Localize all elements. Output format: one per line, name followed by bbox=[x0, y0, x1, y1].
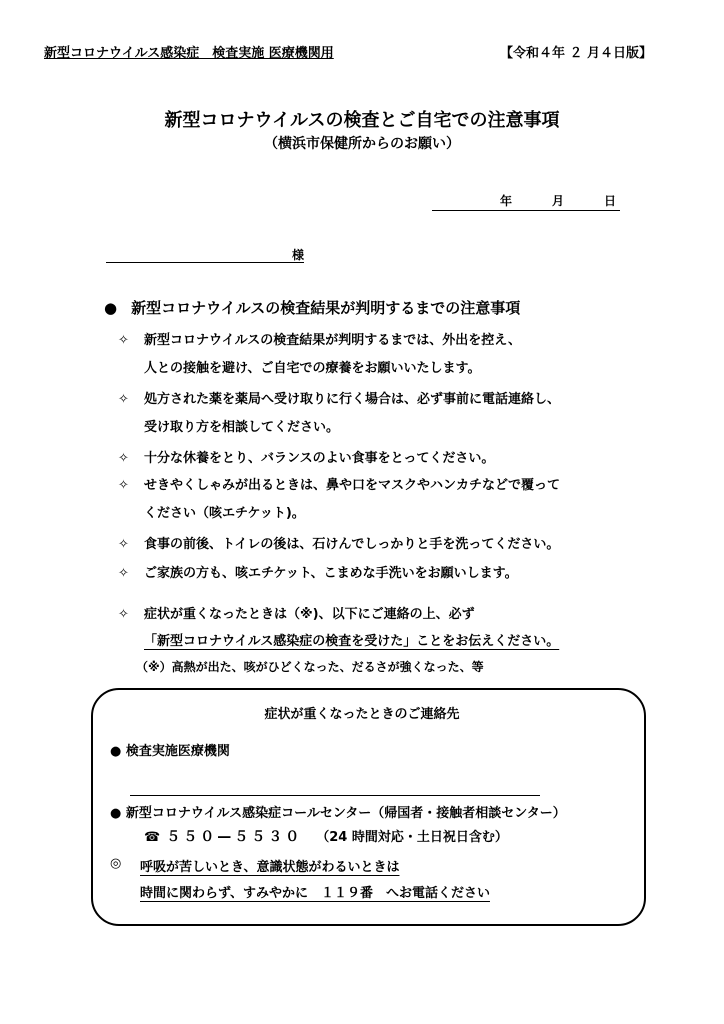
page-title: 新型コロナウイルスの検査とご自宅での注意事項 bbox=[164, 110, 560, 131]
header-version-date: 【令和４年 ２ 月４日版】 bbox=[500, 46, 653, 61]
phone-icon: ☎ bbox=[144, 830, 161, 845]
list-item bbox=[118, 329, 521, 348]
sparkle-icon: ✧ bbox=[118, 392, 129, 407]
list-item-text: せきやくしゃみが出るときは、鼻や口をマスクやハンカチなどで覆って bbox=[144, 478, 561, 493]
date-field[interactable] bbox=[432, 192, 620, 211]
page-subtitle: （横浜市保健所からのお願い） bbox=[264, 136, 460, 152]
sparkle-icon: ✧ bbox=[118, 333, 129, 348]
list-item-text: 食事の前後、トイレの後は、石けんでしっかりと手を洗ってください。 bbox=[144, 537, 560, 552]
call-center-label: ● 新型コロナウイルス感染症コールセンター（帰国者・接触者相談センター） bbox=[110, 806, 566, 821]
list-item bbox=[118, 388, 560, 407]
recipient-suffix: 様 bbox=[292, 248, 305, 262]
list-item-text: 症状が重くなったときは（※)、以下にご連絡の上、必ず bbox=[144, 607, 475, 622]
list-item-continuation: ください（咳エチケット)。 bbox=[144, 506, 305, 521]
phone-row bbox=[144, 826, 508, 846]
list-item-text: ご家族の方も、咳エチケット、こまめな手洗いをお願いします。 bbox=[144, 566, 518, 581]
list-item-text: 新型コロナウイルスの検査結果が判明するまでは、外出を控え、 bbox=[144, 333, 522, 348]
list-item-continuation: 人との接触を避け、ご自宅での療養をお願いいたします。 bbox=[144, 361, 481, 376]
contact-box-title: 症状が重くなったときのご連絡先 bbox=[264, 707, 460, 722]
list-item bbox=[118, 447, 494, 466]
footnote: （※）高熱が出た、咳がひどくなった、だるさが強くなった、等 bbox=[136, 660, 484, 674]
facility-contact-field[interactable] bbox=[130, 795, 540, 796]
emergency-mark-icon: ◎ bbox=[110, 856, 122, 871]
date-day-label: 日 bbox=[604, 194, 617, 208]
list-item bbox=[118, 603, 475, 622]
header-document-category: 新型コロナウイルス感染症 検査実施 医療機関用 bbox=[44, 46, 334, 61]
section-heading bbox=[104, 297, 520, 318]
bullet-icon: ● bbox=[104, 299, 118, 317]
facility-label: ● 検査実施医療機関 bbox=[110, 744, 230, 759]
sparkle-icon: ✧ bbox=[118, 607, 129, 622]
emergency-line-1: 呼吸が苦しいとき、意識状態がわるいときは bbox=[140, 860, 400, 875]
recipient-name-field[interactable] bbox=[106, 246, 304, 263]
emergency-line-2: 時間に関わらず、すみやかに １１９番 へお電話ください bbox=[140, 886, 490, 901]
section-heading-text: 新型コロナウイルスの検査結果が判明するまでの注意事項 bbox=[131, 299, 521, 317]
sparkle-icon: ✧ bbox=[118, 566, 129, 581]
sparkle-icon: ✧ bbox=[118, 451, 129, 466]
sparkle-icon: ✧ bbox=[118, 537, 129, 552]
sparkle-icon: ✧ bbox=[118, 478, 129, 493]
list-item bbox=[118, 562, 518, 581]
list-item-text: 処方された薬を薬局へ受け取りに行く場合は、必ず事前に電話連絡し、 bbox=[144, 392, 561, 407]
list-item-continuation: 「新型コロナウイルス感染症の検査を受けた」ことをお伝えください。 bbox=[144, 634, 560, 649]
list-item-text: 十分な休養をとり、バランスのよい食事をとってください。 bbox=[144, 451, 495, 466]
list-item bbox=[118, 474, 560, 493]
list-item-continuation: 受け取り方を相談してください。 bbox=[144, 420, 340, 435]
phone-number: ５５０—５５３０ bbox=[166, 829, 303, 845]
date-year-label: 年 bbox=[500, 194, 513, 208]
list-item bbox=[118, 533, 559, 552]
date-month-label: 月 bbox=[552, 194, 565, 208]
phone-hours: （24 時間対応・土日祝日含む） bbox=[316, 830, 508, 845]
